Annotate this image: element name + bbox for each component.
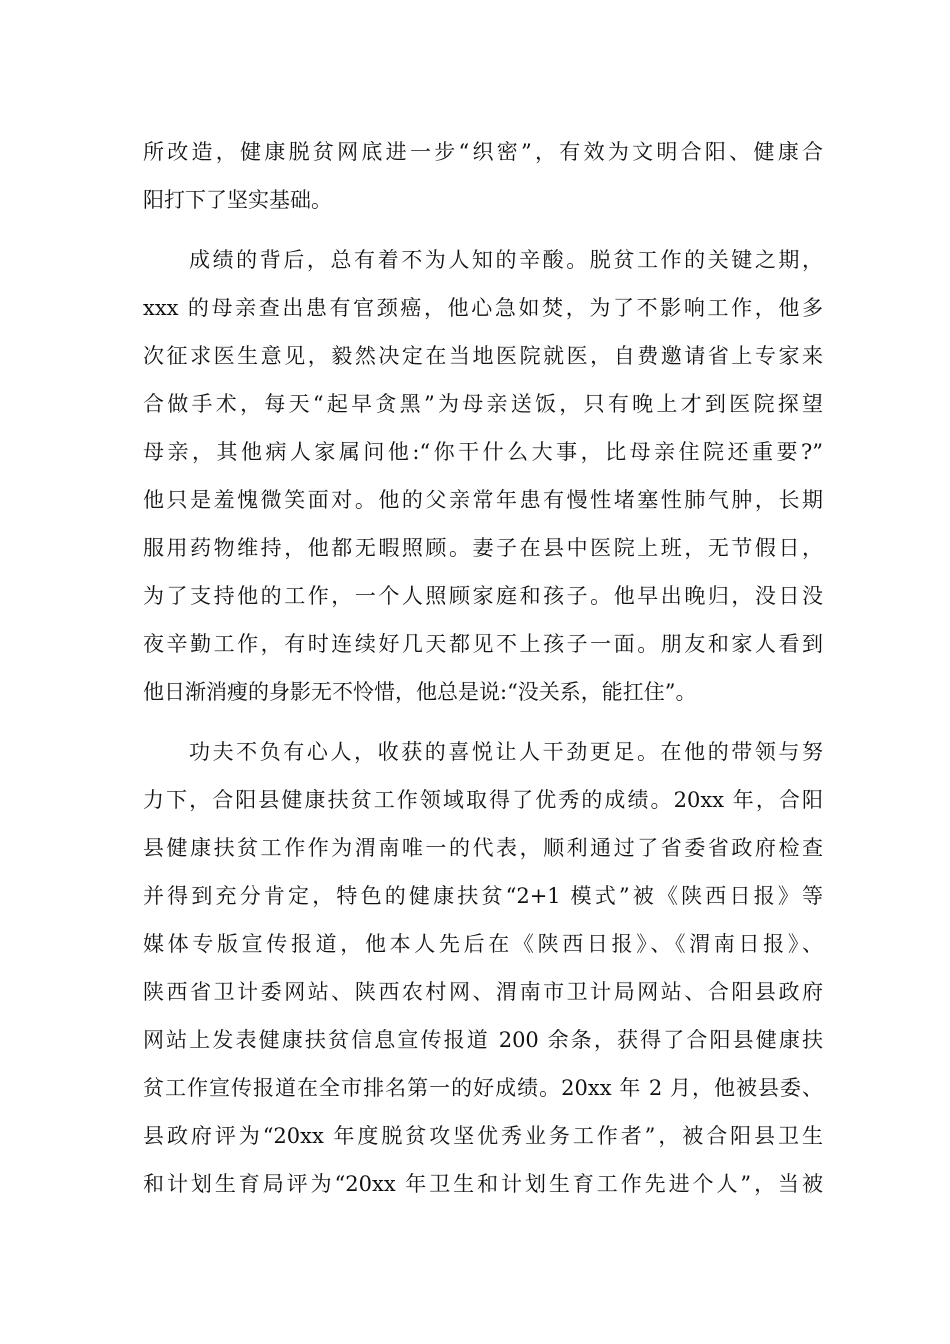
paragraph-line: 他日渐消瘦的身影无不怜惜，他总是说:“没关系，能扛住”。 (143, 680, 697, 704)
paragraph-line: 次征求医生意见，毅然决定在当地医院就医，自费邀请省上专家来 (143, 344, 823, 368)
paragraph-gap (143, 716, 823, 728)
paragraph-line: 所改造，健康脱贫网底进一步“织密”，有效为文明合阳、健康合 (143, 140, 823, 164)
paragraph-line: 功夫不负有心人，收获的喜悦让人干劲更足。在他的带领与努 (189, 740, 823, 764)
paragraph-line: 成绩的背后，总有着不为人知的辛酸。脱贫工作的关键之期， (189, 248, 823, 272)
paragraph-line: 他只是羞愧微笑面对。他的父亲常年患有慢性堵塞性肺气肿，长期 (143, 488, 823, 512)
paragraph-line: 夜辛勤工作，有时连续好几天都见不上孩子一面。朋友和家人看到 (143, 632, 823, 656)
paragraph-line: 县健康扶贫工作作为渭南唯一的代表，顺利通过了省委省政府检查 (143, 836, 823, 860)
paragraph-line: 并得到充分肯定，特色的健康扶贫“2+1 模式”被《陕西日报》等 (143, 884, 823, 908)
document-body (143, 128, 823, 1208)
paragraph-line: xxx 的母亲查出患有官颈癌，他心急如焚，为了不影响工作，他多 (143, 296, 823, 320)
paragraph-gap (143, 224, 823, 236)
paragraph-line: 力下，合阳县健康扶贫工作领域取得了优秀的成绩。20xx 年，合阳 (143, 788, 823, 812)
paragraph-line: 陕西省卫计委网站、陕西农村网、渭南市卫计局网站、合阳县政府 (143, 980, 823, 1004)
paragraph-2 (143, 236, 823, 716)
paragraph-line: 网站上发表健康扶贫信息宣传报道 200 余条，获得了合阳县健康扶 (143, 1028, 823, 1052)
paragraph-1 (143, 128, 823, 224)
paragraph-line: 服用药物维持，他都无暇照顾。妻子在县中医院上班，无节假日， (143, 536, 823, 560)
paragraph-line: 母亲，其他病人家属问他:“你干什么大事，比母亲住院还重要?” (143, 440, 823, 464)
paragraph-line: 贫工作宣传报道在全市排名第一的好成绩。20xx 年 2 月，他被县委、 (143, 1076, 823, 1100)
paragraph-line: 和计划生育局评为“20xx 年卫生和计划生育工作先进个人”，当被 (143, 1172, 823, 1196)
paragraph-line: 合做手术，每天“起早贪黑”为母亲送饭，只有晚上才到医院探望 (143, 392, 823, 416)
paragraph-line: 县政府评为“20xx 年度脱贫攻坚优秀业务工作者”，被合阳县卫生 (143, 1124, 823, 1148)
paragraph-line: 为了支持他的工作，一个人照顾家庭和孩子。他早出晚归，没日没 (143, 584, 823, 608)
paragraph-3 (143, 728, 823, 1208)
paragraph-line: 媒体专版宣传报道，他本人先后在《陕西日报》、《渭南日报》、 (143, 932, 823, 956)
paragraph-line: 阳打下了坚实基础。 (143, 188, 332, 212)
